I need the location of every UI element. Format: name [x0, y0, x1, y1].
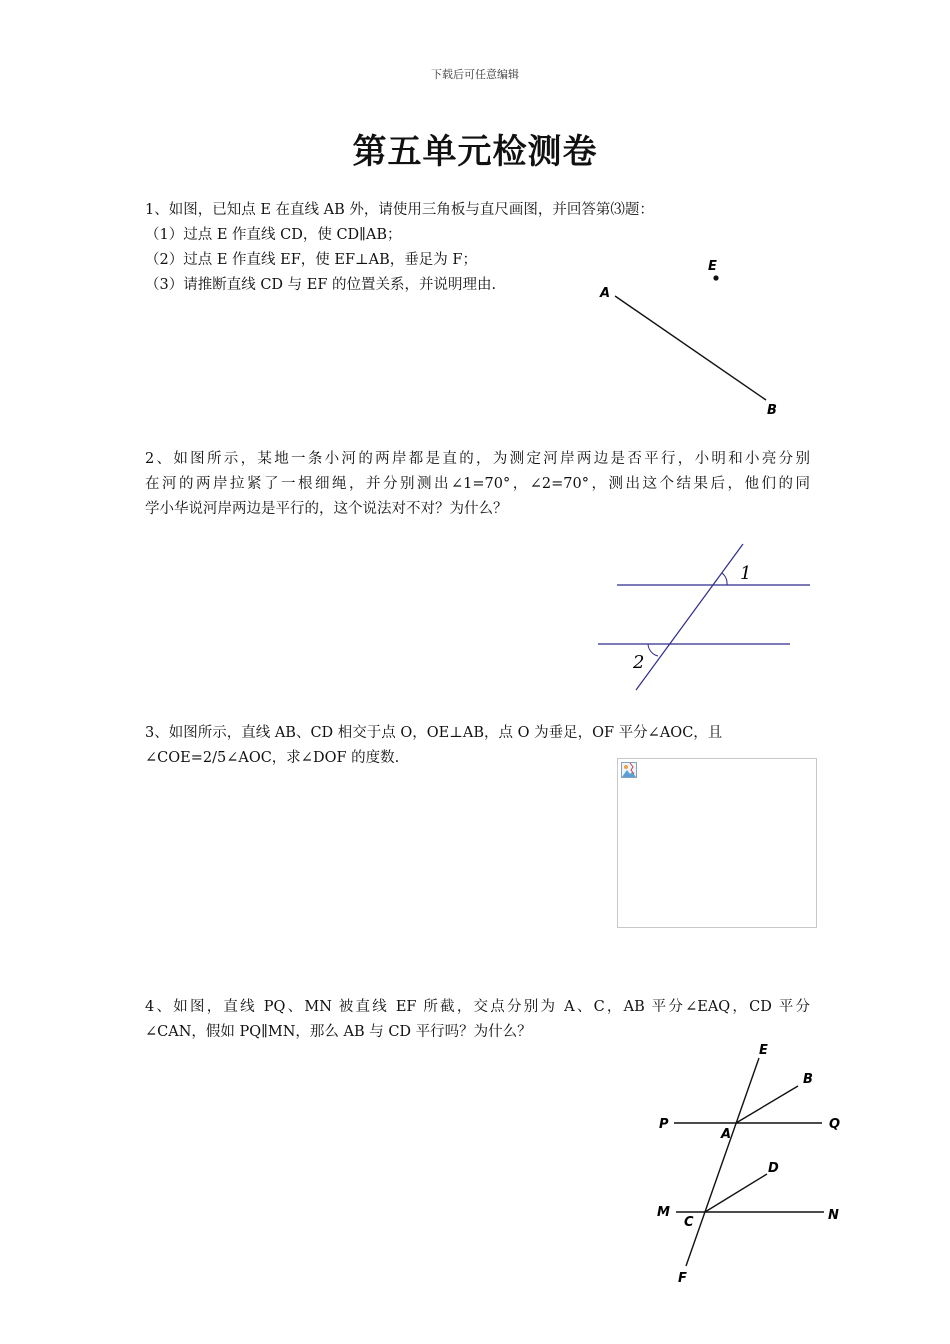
label-f: F — [678, 1271, 687, 1286]
label-c: C — [684, 1215, 694, 1230]
question-4-line-1: 4、如图，直线 PQ、MN 被直线 EF 所截，交点分别为 A、C，AB 平分∠EAQ，CD 平分 — [145, 999, 810, 1015]
label-e: E — [759, 1043, 768, 1058]
angle-2-arc — [648, 644, 658, 656]
question-3-line-2: ∠COE=2/5∠AOC，求∠DOF 的度数. — [145, 750, 400, 766]
label-a: A — [600, 286, 611, 301]
line-ef — [686, 1058, 759, 1266]
question-4-line-2: ∠CAN，假如 PQ∥MN，那么 AB 与 CD 平行吗？为什么？ — [145, 1024, 532, 1040]
label-d: D — [768, 1161, 779, 1176]
label-n: N — [828, 1208, 839, 1223]
label-b: B — [767, 403, 777, 418]
rope-line — [636, 544, 743, 690]
question-1-line-4: （3）请推断直线 CD 与 EF 的位置关系，并说明理由. — [145, 277, 497, 293]
line-cd — [705, 1174, 767, 1212]
figure-4 — [650, 1038, 850, 1288]
label-q: Q — [829, 1117, 841, 1132]
label-angle-1: 1 — [740, 563, 752, 584]
broken-image-icon — [621, 762, 637, 778]
figure-3-placeholder — [617, 758, 817, 928]
label-b: B — [803, 1072, 813, 1087]
label-e: E — [708, 259, 717, 274]
label-p: P — [659, 1117, 669, 1132]
figure-1 — [590, 250, 790, 425]
label-m: M — [657, 1205, 670, 1220]
question-1-line-2: （1）过点 E 作直线 CD，使 CD∥AB； — [145, 227, 402, 243]
question-2 — [145, 447, 810, 522]
label-a: A — [721, 1127, 732, 1142]
line-ab — [736, 1086, 798, 1123]
angle-1-arc — [722, 573, 727, 585]
question-3-line-1: 3、如图所示，直线 AB、CD 相交于点 O，OE⊥AB，点 O 为垂足，OF 平分∠AOC，且 — [145, 725, 723, 741]
point-e — [713, 275, 718, 280]
question-2-line-2: 在河的两岸拉紧了一根细绳，并分别测出∠1=70°，∠2=70°，测出这个结果后，他们的同 — [145, 476, 810, 492]
page-title: 第五单元检测卷 — [352, 132, 598, 172]
line-ab — [615, 296, 766, 400]
header-note: 下载后可任意编辑 — [431, 68, 519, 81]
question-2-line-3: 学小华说河岸两边是平行的，这个说法对不对？为什么？ — [145, 501, 508, 517]
label-angle-2: 2 — [633, 652, 645, 673]
question-1-line-3: （2）过点 E 作直线 EF，使 EF⊥AB，垂足为 F； — [145, 252, 477, 268]
figure-2 — [590, 535, 820, 695]
question-2-line-1: 2、如图所示，某地一条小河的两岸都是直的，为测定河岸两边是否平行，小明和小亮分别 — [145, 451, 810, 467]
question-1-line-1: 1、如图，已知点 E 在直线 AB 外，请使用三角板与直尺画图，并回答第⑶题： — [145, 202, 654, 218]
